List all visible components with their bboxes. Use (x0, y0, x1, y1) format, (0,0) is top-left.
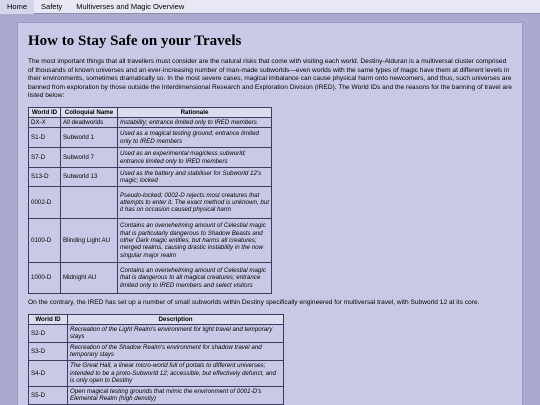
colloquial-name-cell (61, 187, 118, 219)
rationale-cell: Used as a magical testing ground; entrance limited only to IRED members (118, 128, 272, 148)
world-id-cell: S1-D (29, 128, 61, 148)
banned-worlds-table (28, 107, 272, 295)
table-row (29, 360, 284, 386)
world-id-cell: S5-D (29, 386, 68, 404)
world-id-cell: 0002-D (29, 187, 61, 219)
nav-safety-link[interactable]: Safety (41, 1, 63, 11)
column-header: Rationale (118, 107, 272, 117)
intro-paragraph: The most important things that all travellers must consider are the natural risks that come with visiting each world. Destiny-Alduran is a multiversal cluster comprised of thousands of known universes and an ever-increasing number of man-made subworlds—even worlds with the same types of magic have them at different levels in their environments, sometimes dramatically so. In the most severe cases, magical imbalance can cause physical harm onto newcomers, and thus, such universes are banned from exploration by those outside the Interdimensional Research and Exploration Division (IRED). The World IDs and the reasons for the banning of travel are listed below: (28, 58, 512, 99)
table-row (29, 168, 272, 187)
description-cell: The Great Hall, a linear micro-world full of portals to different universes; intended to be a proto-Subworld 12; accessible, but effectively defunct, and is only open to Destiny (68, 360, 284, 386)
world-id-cell: S4-D (29, 360, 68, 386)
rationale-cell: Pseudo-locked; 0002-D rejects most creatures that attempts to enter it. The exact method is unknown, but it has on occasion caused physical harm (118, 187, 272, 219)
rationale-cell: Contains an overwhelming amount of Celestial magic that is particularly dangerous to Shadow Beasts and other Dark magic entities, but harms all creatures; merged realms, causing drastic instability in the now singular major realm (118, 219, 272, 263)
table-row (29, 263, 272, 294)
world-id-cell: DX-X (29, 117, 61, 127)
rationale-cell: Used as an experimental magicless subworld; entrance limited only to IRED members (118, 148, 272, 168)
column-header: World ID (29, 107, 61, 117)
outro-paragraph: On the contrary, the IRED has set up a number of small subworlds within Destiny specifically engineered for multiversal travel, with Subworld 12 at its core. (28, 299, 480, 307)
table-row (29, 148, 272, 168)
world-id-cell: S3-D (29, 342, 68, 360)
description-cell: Recreation of the Shadow Realm's environment for shadow travel and temporary stays (68, 342, 284, 360)
nav-home-link[interactable]: Home (0, 0, 34, 14)
table-row (29, 117, 272, 127)
world-id-cell: S2-D (29, 324, 68, 342)
world-id-cell: S7-D (29, 148, 61, 168)
table-row (29, 128, 272, 148)
rationale-cell: Contains an overwhelming amount of Celestial magic that is dangerous to all magical creatures; entrance limited only to IRED members and select visitors (118, 263, 272, 294)
colloquial-name-cell: All deadworlds (61, 117, 118, 127)
colloquial-name-cell: Subworld 7 (61, 148, 118, 168)
table-header-row (29, 314, 284, 324)
rationale-cell: Instability; entrance limited only to IRED members (118, 117, 272, 127)
world-id-cell: S13-D (29, 168, 61, 187)
column-header: World ID (29, 314, 68, 324)
colloquial-name-cell: Midnight AU (61, 263, 118, 294)
table-row (29, 219, 272, 263)
table-header-row (29, 107, 272, 117)
page-title: How to Stay Safe on your Travels (28, 33, 242, 49)
rationale-cell: Used as the battery and stabiliser for Subworld 12's magic; locked (118, 168, 272, 187)
column-header: Description (68, 314, 284, 324)
main-content (17, 22, 523, 405)
top-nav-bar (0, 0, 540, 14)
table-row (29, 386, 284, 404)
description-cell: Recreation of the Light Realm's environment for light travel and temporary stays (68, 324, 284, 342)
world-id-cell: 1000-D (29, 263, 61, 294)
colloquial-name-cell: Subworld 1 (61, 128, 118, 148)
table-row (29, 342, 284, 360)
colloquial-name-cell: Subworld 13 (61, 168, 118, 187)
table-row (29, 187, 272, 219)
travel-subworlds-table (28, 314, 284, 405)
description-cell: Open magical testing grounds that mimic the environment of 0001-D's Elemental Realm (high density) (68, 386, 284, 404)
world-id-cell: 0100-D (29, 219, 61, 263)
table-row (29, 324, 284, 342)
colloquial-name-cell: Blinding Light AU (61, 219, 118, 263)
nav-multiverses-link[interactable]: Multiverses and Magic Overview (76, 1, 185, 11)
column-header: Colloquial Name (61, 107, 118, 117)
